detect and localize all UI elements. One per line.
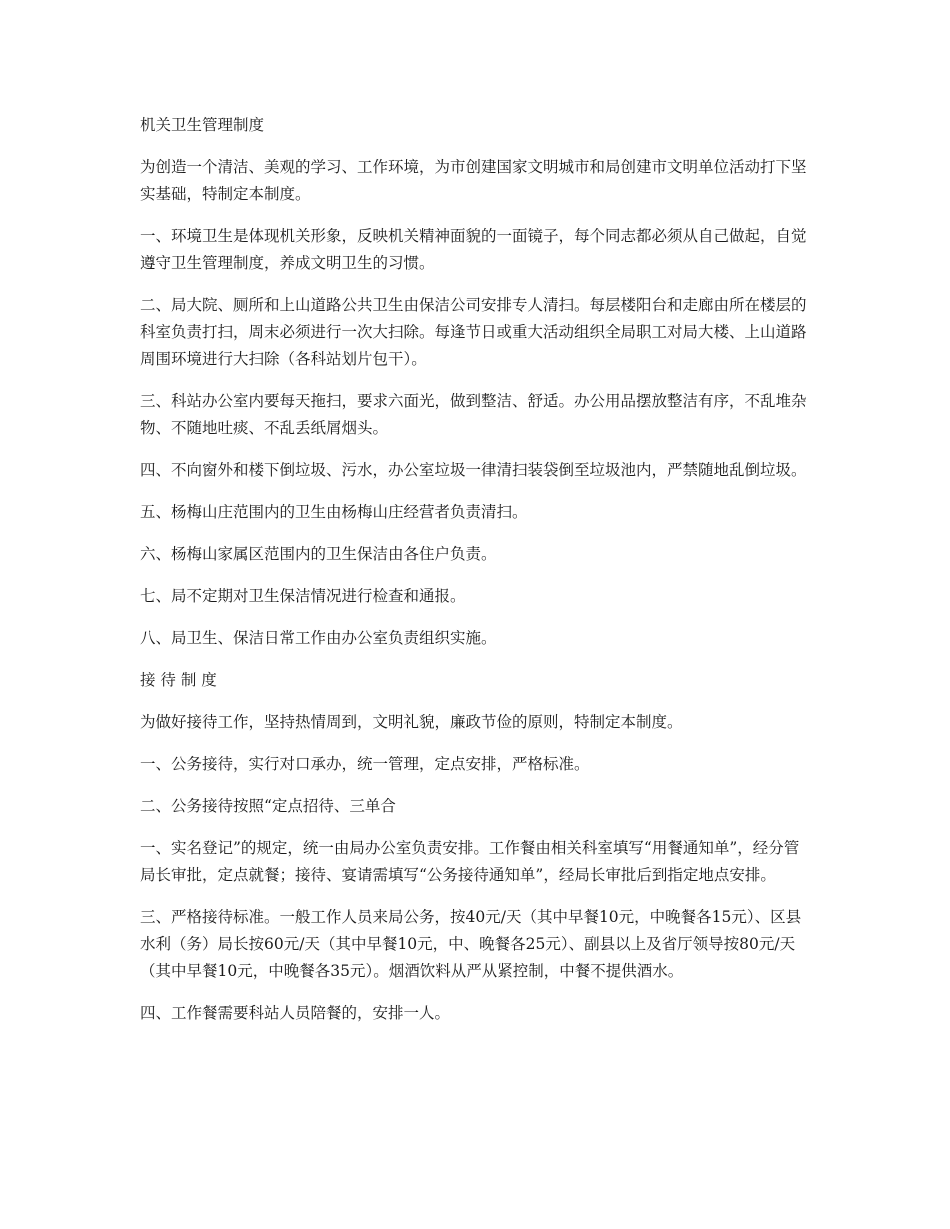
section-title-sanitation: 机关卫生管理制度 [140,116,265,134]
sanitation-item-5: 五、杨梅山庄范围内的卫生由杨梅山庄经营者负责清扫。 [140,503,528,521]
sanitation-item-2: 二、局大院、厕所和上山道路公共卫生由保洁公司安排专人清扫。每层楼阳台和走廊由所在楼层的科室负责打扫，周末必须进行一次大扫除。每逢节日或重大活动组织全局职工对局大楼、上山道路周围环境进行大扫除（各科站划片包干）。 [140,296,807,368]
sanitation-item-4: 四、不向窗外和楼下倒垃圾、污水，办公室垃圾一律清扫装袋倒至垃圾池内，严禁随地乱倒垃圾。 [140,461,807,479]
reception-item-3: 三、严格接待标准。一般工作人员来局公务，按40元/天（其中早餐10元，中晚餐各15元）、区县水利（务）局长按60元/天（其中早餐10元，中、晚餐各25元）、副县以上及省厅领导按80元/天（其中早餐10元，中晚餐各35元）。烟酒饮料从严从紧控制，中餐不提供酒水。 [140,908,802,980]
sanitation-item-8: 八、局卫生、保洁日常工作由办公室负责组织实施。 [140,629,497,647]
sanitation-item-1: 一、环境卫生是体现机关形象，反映机关精神面貌的一面镜子，每个同志都必须从自己做起，自觉遵守卫生管理制度，养成文明卫生的习惯。 [140,227,807,272]
reception-item-2: 二、公务接待按照“定点招待、三单合 [140,797,396,815]
reception-item-2-cont: 一、实名登记”的规定，统一由局办公室负责安排。工作餐由相关科室填写“用餐通知单”，经分管局长审批，定点就餐；接待、宴请需填写“公务接待通知单”，经局长审批后到指定地点安排。 [140,839,800,884]
reception-item-4: 四、工作餐需要科站人员陪餐的，安排一人。 [140,1004,451,1022]
reception-item-1: 一、公务接待，实行对口承办，统一管理，定点安排，严格标准。 [140,755,590,773]
sanitation-intro: 为创造一个清洁、美观的学习、工作环境，为市创建国家文明城市和局创建市文明单位活动打下坚实基础，特制定本制度。 [140,158,807,203]
section-title-reception: 接 待 制 度 [140,671,217,689]
reception-intro: 为做好接待工作，坚持热情周到，文明礼貌，廉政节俭的原则，特制定本制度。 [140,713,683,731]
sanitation-item-7: 七、局不定期对卫生保洁情况进行检查和通报。 [140,587,466,605]
sanitation-item-3: 三、科站办公室内要每天拖扫，要求六面光，做到整洁、舒适。办公用品摆放整洁有序，不乱堆杂物、不随地吐痰、不乱丢纸屑烟头。 [140,392,807,437]
document-page [140,112,812,1042]
sanitation-item-6: 六、杨梅山家属区范围内的卫生保洁由各住户负责。 [140,545,497,563]
